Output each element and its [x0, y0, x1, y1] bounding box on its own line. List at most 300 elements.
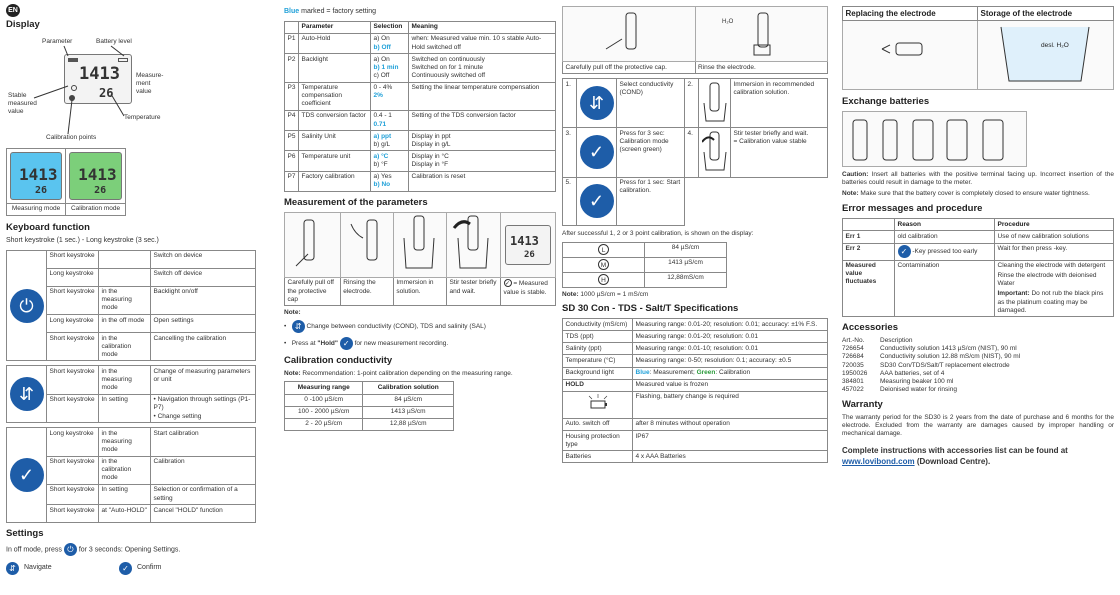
batteries-note-label: Note: — [842, 190, 859, 198]
prep-table — [562, 6, 828, 74]
accessory-description: Deionised water for rinsing — [880, 385, 957, 393]
kb-cell: in the off mode — [99, 315, 151, 333]
warranty-title: Warranty — [842, 399, 883, 410]
selection-option-default: 0.71 — [373, 120, 387, 128]
accessory-row — [842, 378, 1114, 386]
confirm-icon: ✓ — [580, 184, 614, 218]
accessory-number: 1950026 — [842, 369, 868, 377]
step-caption-stable — [501, 277, 556, 305]
spec-label: Background light — [563, 367, 633, 379]
setting-id: P1 — [285, 33, 299, 53]
accessories-list — [842, 337, 1114, 394]
keyboard-subtitle: Short keystroke (1 sec.) - Long keystroke (3 sec.) — [6, 236, 159, 244]
setting-param: TDS conversion factor — [299, 110, 371, 130]
selection-option-default: a) ppt — [373, 132, 392, 140]
spec-label: HOLD — [563, 379, 633, 391]
accessory-description: Conductivity solution 12.88 mS/cm (NIST), 90 ml — [880, 353, 1021, 361]
step-display-temp: 26 — [524, 249, 535, 260]
language-badge: EN — [6, 4, 20, 17]
accessory-header: Art.-No. — [842, 337, 865, 345]
cal-point-badge: H — [598, 274, 609, 285]
accessory-number: 726654 — [842, 345, 864, 353]
batteries-caution — [842, 171, 1114, 187]
accessory-row — [842, 362, 1114, 370]
factory-note-blue: Blue — [284, 8, 300, 15]
calibration-note-label: Note: — [284, 370, 301, 378]
cal-step-number: 4. — [685, 128, 699, 177]
confirm-note-icon: ✓ — [340, 337, 353, 350]
after-cal-note — [562, 291, 828, 299]
calibration-cell: 84 µS/cm — [363, 394, 454, 406]
spec-value: IP67 — [633, 431, 828, 451]
navigate-icon: ⇵ — [10, 377, 44, 411]
step-caption: Carefully pull off the protective cap — [285, 277, 341, 305]
column-3 — [562, 0, 828, 595]
settings-title: Settings — [6, 528, 44, 540]
setting-meaning: Display in °C Display in °F — [409, 151, 556, 171]
selection-option: b) g/L — [373, 140, 391, 148]
selection-option-default: a) °C — [373, 152, 389, 160]
setting-id: P5 — [285, 131, 299, 151]
setting-param: Salinity Unit — [299, 131, 371, 151]
setting-id: P7 — [285, 171, 299, 191]
after-cal-note-text: 1000 µS/cm = 1 mS/cm — [580, 291, 649, 298]
calibration-note — [284, 370, 556, 378]
settings-text-before: In off mode, press — [6, 546, 62, 554]
cal-point-label — [563, 242, 645, 257]
batteries-note — [842, 190, 1114, 198]
setting-id: P2 — [285, 54, 299, 82]
battery-flash-icon-cell — [563, 391, 633, 418]
kb-cell: at "Auto-HOLD" — [99, 505, 151, 523]
setting-selection — [371, 151, 409, 171]
errors-header: Procedure — [995, 219, 1114, 231]
setting-selection — [371, 110, 409, 130]
cal-step-text: Press for 3 sec: Calibration mode (screen green) — [617, 128, 685, 177]
electrode-table — [842, 6, 1114, 90]
measurement-note-1: • ⇵ Change between conductivity (COND), TDS and salinity (SAL) — [284, 322, 486, 332]
spec-value: Measuring range: 0-50; resolution: 0.1; accuracy: ±0.5 — [633, 355, 828, 367]
cal-step-icon-cell — [577, 79, 617, 128]
selection-option: a) On — [373, 35, 390, 43]
spec-label: Housing protection type — [563, 431, 633, 451]
calibration-cell: 1413 µS/cm — [363, 406, 454, 418]
keyboard-group-confirm — [6, 427, 256, 523]
setting-id: P4 — [285, 110, 299, 130]
calibration-lcd-temp: 26 — [94, 184, 107, 196]
calibration-cell: 0 -100 µS/cm — [285, 394, 363, 406]
measurement-note-2-hold: "Hold" — [317, 340, 338, 348]
measuring-lcd-value: 1413 — [19, 164, 58, 184]
spec-value: Measuring range: 0.01-10; resolution: 0.01 — [633, 343, 828, 355]
error-code: Err 1 — [843, 231, 895, 243]
setting-param: Auto-Hold — [299, 33, 371, 53]
error-reason-text: -Key pressed too early — [912, 248, 978, 256]
keyboard-title: Keyboard function — [6, 222, 90, 233]
batteries-note-text: Make sure that the battery cover is completely closed to ensure water tightness. — [860, 190, 1090, 198]
selection-option: c) Off — [373, 71, 390, 79]
parameter-label: Parameter — [42, 37, 73, 45]
setting-selection — [371, 171, 409, 191]
navigate-key-cell — [7, 366, 47, 423]
navigate-legend-label: Navigate — [24, 564, 52, 572]
confirm-legend-icon: ✓ — [119, 562, 132, 575]
cal-step-image — [699, 79, 731, 128]
error-procedure — [995, 260, 1114, 317]
kb-cell: Selection or confirmation of a setting — [151, 484, 256, 504]
lcd-temp: 26 — [99, 85, 114, 100]
kb-cell: • Navigation through settings (P1-P7) • Change setting — [151, 394, 256, 422]
error-code: Err 2 — [843, 243, 895, 260]
navigate-note-icon: ⇵ — [292, 320, 305, 333]
battery-flash-icon — [583, 393, 613, 413]
kb-cell: Long keystroke — [47, 428, 99, 456]
setting-param: Temperature compensation coefficient — [299, 82, 371, 110]
cal-points-table — [562, 242, 727, 288]
accessory-header: Description — [880, 337, 913, 345]
kb-cell: in the calibration mode — [99, 456, 151, 484]
cal-steps-table — [562, 78, 828, 225]
electrode-header: Replacing the electrode — [843, 7, 978, 21]
kb-cell: in the calibration mode — [99, 333, 151, 361]
kb-cell: In setting — [99, 394, 151, 422]
error-procedure-line: Cleaning the electrode with detergent — [997, 262, 1106, 269]
step-display — [505, 225, 551, 265]
specs-title: SD 30 Con - TDS - Salt/T Specifications — [562, 303, 739, 315]
calibration-header: Calibration solution — [363, 382, 454, 394]
calibration-note-text: Recommendation: 1-point calibration depending on the measuring range. — [302, 370, 513, 378]
kb-cell: Backlight on/off — [151, 286, 256, 314]
step-display-value: 1413 — [510, 233, 539, 248]
footer-suffix: (Download Centre). — [916, 456, 991, 466]
kb-cell: Short keystroke — [47, 286, 99, 314]
confirm-legend-label: Confirm — [137, 564, 162, 572]
mode-table — [6, 148, 126, 216]
accessory-row — [842, 345, 1114, 353]
confirm-key-cell — [7, 428, 47, 523]
kb-cell: Change of measuring parameters or unit — [151, 366, 256, 394]
kb-cell: Long keystroke — [47, 268, 99, 286]
cal-step-text: Stir tester briefly and wait. = Calibration value stable — [731, 128, 828, 177]
step-caption: Rinsing the electrode. — [340, 277, 393, 305]
calibration-cell: 12,88 µS/cm — [363, 418, 454, 430]
spec-value-backlight — [633, 367, 828, 379]
storage-water-label: desl. H₂O — [1040, 41, 1069, 49]
cal-point-value: 12,88mS/cm — [645, 272, 727, 287]
step-image-stir — [447, 212, 501, 277]
backlight-green: Green — [696, 369, 716, 376]
cal-point-badge: M — [598, 259, 609, 270]
setting-meaning: Display in ppt Display in g/L — [409, 131, 556, 151]
error-procedure-line: Rinse the electrode with deionised Water — [997, 272, 1097, 288]
cal-step-empty — [685, 177, 828, 225]
setting-meaning: Calibration is reset — [409, 171, 556, 191]
column-1 — [6, 0, 256, 595]
confirm-icon: ✓ — [10, 458, 44, 492]
cal-step-number: 1. — [563, 79, 577, 128]
settings-text — [6, 543, 256, 556]
column-4 — [842, 0, 1114, 595]
kb-cell: In setting — [99, 484, 151, 504]
measuring-lcd-temp: 26 — [35, 184, 48, 196]
kb-cell: Short keystroke — [47, 333, 99, 361]
cal-point-label — [563, 257, 645, 272]
kb-cell: Start calibration — [151, 428, 256, 456]
spec-value: after 8 minutes without operation — [633, 418, 828, 430]
settings-table — [284, 21, 556, 192]
settings-text-after: for 3 seconds: Opening Settings. — [78, 546, 181, 554]
kb-cell: Cancel "HOLD" function — [151, 505, 256, 523]
errors-header — [843, 219, 895, 231]
prep-caption: Carefully pull off the protective cap. — [563, 62, 696, 74]
selection-option: b) °F — [373, 161, 388, 168]
backlight-blue: Blue — [635, 369, 650, 376]
measuring-lcd — [10, 152, 62, 200]
error-procedure: Wait for then press -key. — [995, 243, 1114, 260]
step-image-cap — [285, 212, 341, 277]
spec-label: Auto. switch off — [563, 418, 633, 430]
step-image-display — [501, 212, 556, 277]
errors-table — [842, 218, 1114, 317]
storage-electrode-image — [978, 21, 1114, 90]
after-cal-note-label: Note: — [562, 291, 579, 298]
calibration-table — [284, 381, 454, 431]
kb-cell: Short keystroke — [47, 505, 99, 523]
backlight-blue-rest: : Measurement; — [649, 369, 695, 376]
cal-step-icon-cell — [577, 128, 617, 177]
kb-cell: Long keystroke — [47, 315, 99, 333]
cal-point-value: 84 µS/cm — [645, 242, 727, 257]
kb-cell — [99, 268, 151, 286]
spec-value: Measured value is frozen — [633, 379, 828, 391]
accessory-row — [842, 353, 1114, 361]
lcd-value: 1413 — [79, 63, 120, 84]
kb-cell: Short keystroke — [47, 484, 99, 504]
cal-step-text: Press for 1 sec: Start calibration. — [617, 177, 685, 225]
step-image-immerse — [393, 212, 446, 277]
calibration-screen — [66, 148, 126, 203]
navigate-legend-icon: ⇵ — [6, 562, 19, 575]
display-diagram — [6, 34, 251, 144]
cal-step-icon-cell — [577, 177, 617, 225]
specs-table — [562, 318, 828, 463]
accessory-description: Measuring beaker 100 ml — [880, 377, 954, 385]
setting-meaning: Switched on continuously Switched on for 1 minute Continuously switched off — [409, 54, 556, 82]
important-text: Do not rub the black pins as the platinum coating may be damaged. — [997, 290, 1104, 314]
accessory-row — [842, 337, 1114, 345]
replace-electrode-image — [843, 21, 978, 90]
stable-label: Stable measured value — [8, 91, 37, 116]
calibration-cell: 100 - 2000 µS/cm — [285, 406, 363, 418]
power-icon: ⏻ — [10, 289, 44, 323]
caution-text: Insert all batteries with the positive terminal facing up. Incorrect insertion of the batteries could result in damage to the meter. — [842, 171, 1114, 187]
error-procedure: Use of new calibration solutions — [995, 231, 1114, 243]
footer-text: Complete instructions with accessories list can be found at — [842, 446, 1068, 456]
cal-step-number: 5. — [563, 177, 577, 225]
cal-step-number: 3. — [563, 128, 577, 177]
warranty-text: The warranty period for the SD30 is 2 years from the date of purchase and 6 months for the electrode. Excluded from the warranty are damages caused by improper handling or mechanical damage. — [842, 413, 1114, 438]
selection-option: a) Yes — [373, 173, 392, 181]
kb-cell: Cancelling the calibration — [151, 333, 256, 361]
spec-label: Temperature (°C) — [563, 355, 633, 367]
measurement-note-2-post: for new measurement recording. — [354, 340, 449, 348]
kb-cell: Switch off device — [151, 268, 256, 286]
calibration-points-label: Calibration points — [46, 133, 97, 141]
calibration-cell: 2 - 20 µS/cm — [285, 418, 363, 430]
keyboard-group-navigate — [6, 365, 256, 423]
electrode-header: Storage of the electrode — [978, 7, 1114, 21]
measuring-mode-label: Measuring mode — [7, 203, 66, 215]
measurement-note-title: Note: — [284, 309, 301, 317]
setting-selection — [371, 33, 409, 53]
kb-cell: Short keystroke — [47, 456, 99, 484]
footer — [842, 446, 1114, 467]
selection-option-default: b) Off — [373, 43, 391, 51]
display-leader-lines — [6, 34, 251, 144]
cal-step-text: Immersion in recommended calibration solution. — [731, 79, 828, 128]
kb-cell: in the measuring mode — [99, 428, 151, 456]
errors-title: Error messages and procedure — [842, 203, 983, 215]
measurement-note-1-text: Change between conductivity (COND), TDS and salinity (SAL) — [306, 323, 486, 331]
kb-cell: in the measuring mode — [99, 366, 151, 394]
setting-id: P6 — [285, 151, 299, 171]
accessory-description: SD30 Con/TDS/Salt/T replacement electrode — [880, 361, 1010, 369]
selection-option: 0.4 - 1 — [373, 112, 392, 120]
settings-header: Meaning — [409, 21, 556, 33]
cal-point-value: 1413 µS/cm — [645, 257, 727, 272]
settings-header: Parameter — [299, 21, 371, 33]
batteries-title: Exchange batteries — [842, 96, 930, 108]
settings-legend — [6, 562, 256, 575]
calibration-lcd — [69, 152, 122, 200]
step-caption: Stir tester briefly and wait. — [447, 277, 501, 305]
setting-param: Factory calibration — [299, 171, 371, 191]
setting-meaning: Setting of the TDS conversion factor — [409, 110, 556, 130]
battery-label: Battery level — [96, 37, 132, 45]
calibration-header: Measuring range — [285, 382, 363, 394]
kb-cell: Open settings — [151, 315, 256, 333]
kb-cell: Short keystroke — [47, 250, 99, 268]
cal-point-badge: L — [598, 244, 609, 255]
spec-label: Batteries — [563, 451, 633, 463]
caution-label: Caution: — [842, 171, 869, 178]
cal-step-image — [699, 128, 731, 177]
keyboard-group-power — [6, 250, 256, 362]
prep-caption: Rinse the electrode. — [695, 62, 828, 74]
error-important — [998, 290, 1111, 314]
kb-cell: in the measuring mode — [99, 286, 151, 314]
error-reason: old calibration — [895, 231, 995, 243]
power-key-cell — [7, 250, 47, 361]
step-caption: = Measured value is stable. — [503, 280, 548, 296]
display-title: Display — [6, 19, 40, 30]
confirm-key-icon: ✓ — [898, 245, 911, 258]
calibration-lcd-value: 1413 — [78, 164, 117, 184]
spec-label: TDS (ppt) — [563, 331, 633, 343]
selection-option: 0 - 4% — [373, 84, 393, 91]
navigate-icon: ⇵ — [580, 86, 614, 120]
setting-meaning: Setting the linear temperature compensation — [409, 82, 556, 110]
factory-note-rest: marked = factory setting — [301, 8, 377, 15]
setting-selection — [371, 82, 409, 110]
temperature-label: Temperature — [124, 113, 161, 121]
cal-step-number: 2. — [685, 79, 699, 128]
measurement-note-2: • Press at "Hold" ✓ for new measurement recording. — [284, 339, 449, 349]
selection-option-default: b) No — [373, 181, 391, 189]
selection-option: a) On — [373, 55, 390, 63]
spec-label: Conductivity (mS/cm) — [563, 319, 633, 331]
errors-header: Reason — [895, 219, 995, 231]
footer-link[interactable]: www.lovibond.com — [842, 456, 915, 466]
prep-h2o-label: H₂O — [722, 18, 734, 25]
calibration-mode-label: Calibration mode — [66, 203, 126, 215]
accessory-number: 726684 — [842, 353, 864, 361]
accessory-row — [842, 370, 1114, 378]
error-code: Measured value fluctuates — [843, 260, 895, 317]
setting-param: Backlight — [299, 54, 371, 82]
setting-param: Temperature unit — [299, 151, 371, 171]
check-circle-icon: ✓ — [504, 281, 511, 288]
spec-value: Measuring range: 0.01-20; resolution: 0.01; accuracy: ±1% F.S. — [633, 319, 828, 331]
after-cal-text: After successful 1, 2 or 3 point calibration, is shown on the display: — [562, 229, 754, 237]
column-2 — [284, 0, 556, 595]
measurement-title: Measurement of the parameters — [284, 196, 428, 208]
kb-cell: Short keystroke — [47, 366, 99, 394]
calibration-title: Calibration conductivity — [284, 355, 393, 367]
cal-point-label — [563, 272, 645, 287]
accessory-description: Conductivity solution 1413 µS/cm (NIST), 90 ml — [880, 345, 1017, 353]
kb-cell: Short keystroke — [47, 394, 99, 422]
backlight-green-rest: : Calibration — [715, 369, 751, 376]
accessory-number: 720035 — [842, 361, 864, 369]
error-reason: Contamination — [895, 260, 995, 317]
spec-value: 4 x AAA Batteries — [633, 451, 828, 463]
accessory-row — [842, 386, 1114, 394]
kb-cell: Calibration — [151, 456, 256, 484]
factory-note — [284, 8, 556, 17]
confirm-icon: ✓ — [580, 135, 614, 169]
setting-meaning: when: Measured value min. 10 s stable Auto-Hold switched off — [409, 33, 556, 53]
cal-step-text: Select conductivity (COND) — [617, 79, 685, 128]
accessory-number: 384801 — [842, 377, 864, 385]
kb-cell — [99, 250, 151, 268]
prep-image-rinse — [695, 7, 828, 62]
step-caption: Immersion in solution. — [393, 277, 446, 305]
setting-id: P3 — [285, 82, 299, 110]
setting-selection — [371, 54, 409, 82]
measurement-label: Measure- ment value — [136, 71, 164, 96]
measuring-screen — [7, 148, 66, 203]
setting-selection — [371, 131, 409, 151]
prep-image-cap — [563, 7, 696, 62]
selection-option-default: b) 1 min — [373, 63, 399, 71]
selection-option-default: 2% — [373, 92, 383, 100]
settings-header — [285, 21, 299, 33]
kb-cell: Switch on device — [151, 250, 256, 268]
measurement-note-2-pre: Press at — [291, 340, 316, 348]
spec-value: Flashing, battery change is required — [633, 391, 828, 418]
settings-header: Selection — [371, 21, 409, 33]
step-image-rinse — [340, 212, 393, 277]
error-reason — [895, 243, 995, 260]
power-key-inline-icon: ⏻ — [64, 543, 77, 556]
spec-label: Salinity (ppt) — [563, 343, 633, 355]
accessory-description: AAA batteries, set of 4 — [880, 369, 945, 377]
accessory-number: 457022 — [842, 385, 864, 393]
important-label: Important: — [997, 290, 1030, 298]
measurement-steps-table — [284, 212, 556, 307]
batteries-image — [842, 111, 1027, 167]
